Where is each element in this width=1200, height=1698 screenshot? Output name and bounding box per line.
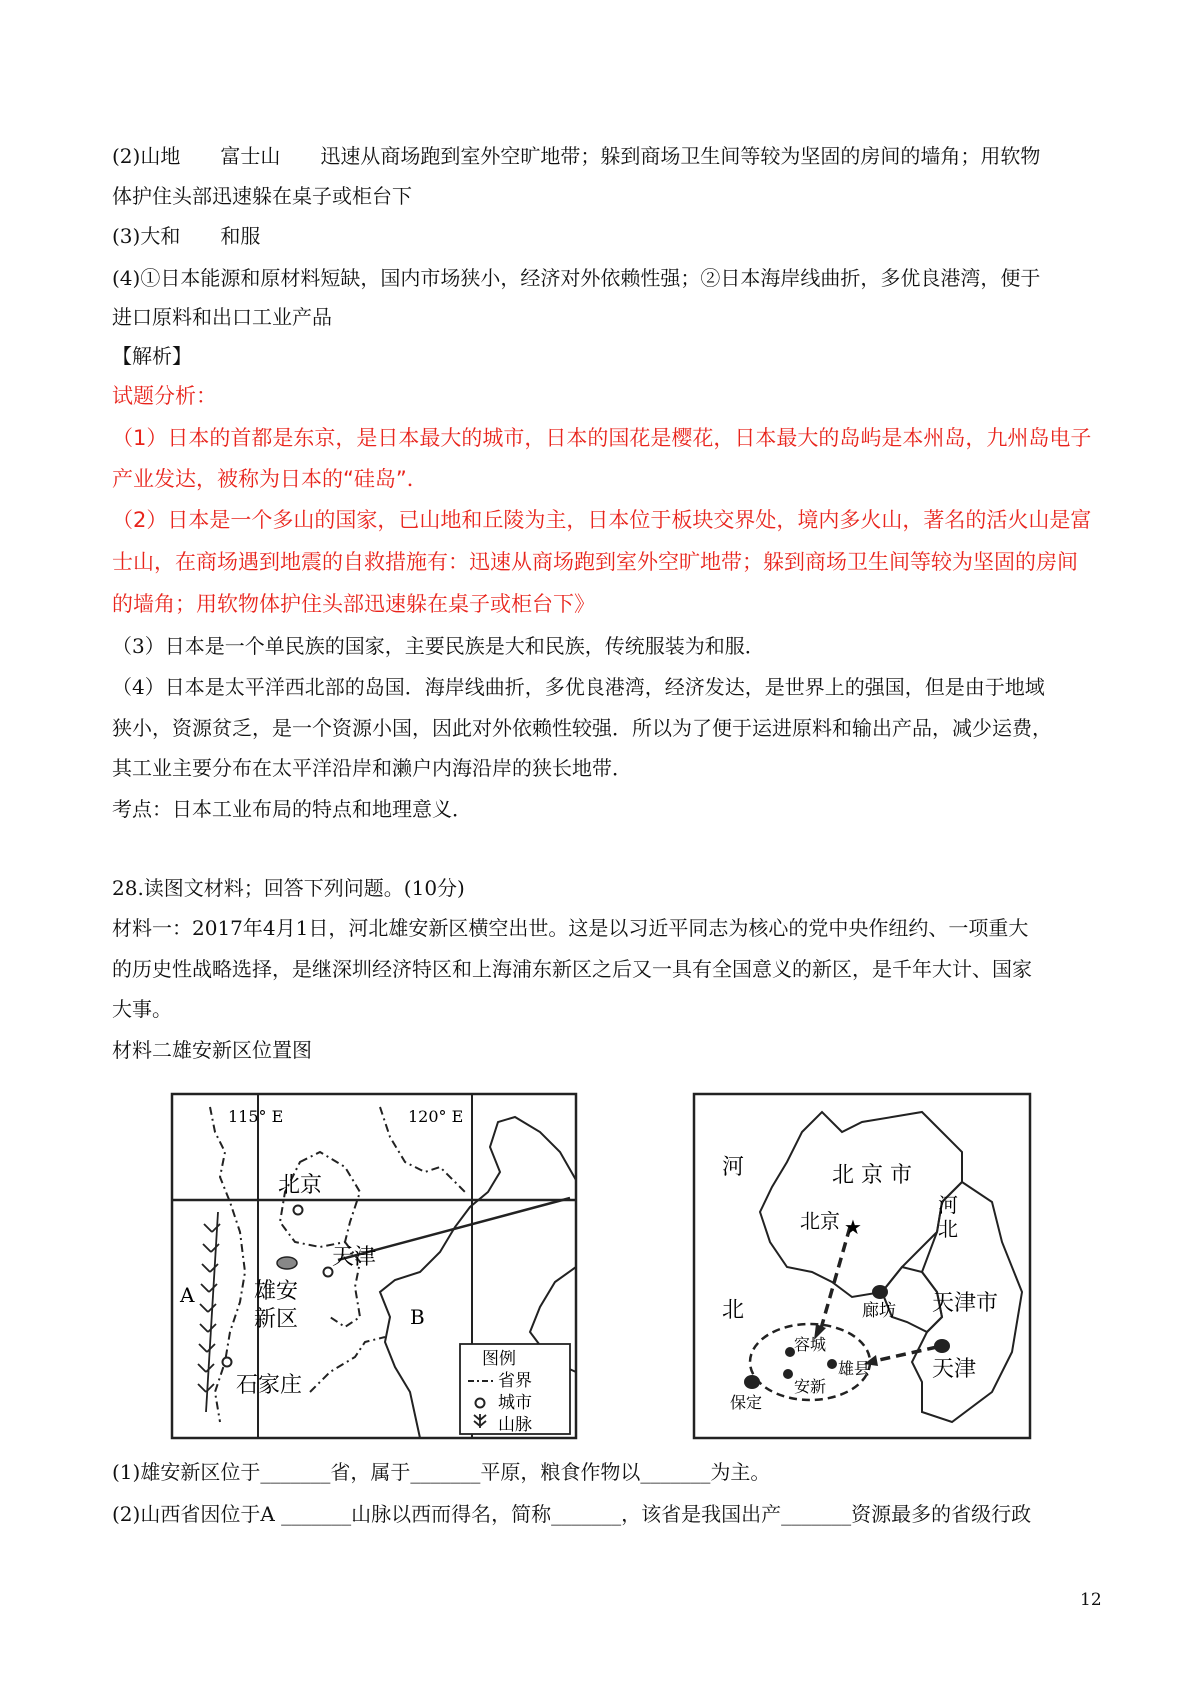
map-right xyxy=(692,1092,1032,1442)
analysis-p3: （3）日本是一个单民族的国家，主要民族是大和民族，传统服装为和服． xyxy=(112,634,765,658)
label-bei: 北 xyxy=(722,1298,745,1323)
legend-city-symbol xyxy=(476,1399,485,1408)
legend-title: 图例 xyxy=(482,1349,516,1369)
analysis-sub: 试题分析： xyxy=(112,384,217,408)
label-xiongan-1: 雄安 xyxy=(254,1279,299,1304)
answer-2-cont: 体护住头部迅速躲在桌子或柜台下 xyxy=(112,184,412,208)
label-xiongxian: 雄县 xyxy=(838,1359,871,1378)
label-lon115: 115° E xyxy=(228,1107,284,1126)
label-hebei-bei: 北 xyxy=(938,1217,958,1241)
label-shijiazhuang: 石家庄 xyxy=(236,1373,303,1398)
q28-question1: (1)雄安新区位于_______省，属于_______平原，粮食作物以_______为主。 xyxy=(112,1460,771,1484)
answer-3: (3)大和 和服 xyxy=(112,224,261,248)
label-lon120: 120° E xyxy=(408,1107,464,1126)
label-hebei-he: 河 xyxy=(938,1193,958,1217)
label-A: A xyxy=(180,1283,195,1307)
answer-2: (2)山地 富士山 迅速从商场跑到室外空旷地带；躲到商场卫生间等较为坚固的房间的墙角；用软物 xyxy=(112,144,1041,168)
analysis-header: 【解析】 xyxy=(112,344,192,368)
answer-4: (4)①日本能源和原材料短缺，国内市场狭小，经济对外依赖性强；②日本海岸线曲折，多优良港湾，便于 xyxy=(112,266,1041,290)
city-anxin-dot xyxy=(783,1369,793,1379)
label-rongcheng: 容城 xyxy=(794,1335,827,1354)
label-baoding: 保定 xyxy=(730,1393,763,1412)
analysis-p2b: 士山，在商场遇到地震的自救措施有：迅速从商场跑到室外空旷地带；躲到商场卫生间等较为坚固的房间 xyxy=(112,550,1078,574)
city-shijiazhuang-dot xyxy=(223,1358,232,1367)
label-beijing-shi: 北 京 市 xyxy=(832,1163,912,1188)
analysis-p1a: （1）日本的首都是东京，是日本最大的城市，日本的国花是樱花，日本最大的岛屿是本州岛，九州岛电子 xyxy=(112,426,1092,450)
map-right-frame xyxy=(694,1094,1030,1438)
label-tianjin: 天津 xyxy=(932,1357,977,1382)
label-langfang: 廊坊 xyxy=(862,1301,896,1321)
q28-material1-b: 的历史性战略选择，是继深圳经济特区和上海浦东新区之后又一具有全国意义的新区，是千年大计、国家 xyxy=(112,957,1032,981)
city-tianjin-dot xyxy=(934,1339,950,1353)
city-beijing-dot xyxy=(294,1206,303,1215)
label-tianjin: 天津 xyxy=(332,1245,377,1270)
analysis-p4a: （4）日本是太平洋西北部的岛国．海岸线曲折，多优良港湾，经济发达，是世界上的强国，但是由于地域 xyxy=(112,675,1045,699)
analysis-p1b: 产业发达，被称为日本的“硅岛”． xyxy=(112,467,428,491)
legend-city-label: 城市 xyxy=(498,1393,532,1413)
analysis-p2a: （2）日本是一个多山的国家，已山地和丘陵为主，日本位于板块交界处，境内多火山，著名的活火山是富 xyxy=(112,508,1092,532)
page-number: 12 xyxy=(1080,1590,1102,1610)
q28-material1-a: 材料一：2017年4月1日，河北雄安新区横空出世。这是以习近平同志为核心的党中央作纽约、一项重大 xyxy=(112,916,1029,940)
label-beijing: 北京 xyxy=(800,1209,840,1233)
analysis-kaodian: 考点：日本工业布局的特点和地理意义． xyxy=(112,797,472,821)
label-he: 河 xyxy=(722,1155,745,1180)
answer-4-cont: 进口原料和出口工业产品 xyxy=(112,305,332,329)
q28-question2: (2)山西省因位于A _______山脉以西而得名，简称_______，该省是我国出产_______资源最多的省级行政 xyxy=(112,1502,1032,1526)
q28-material1-c: 大事。 xyxy=(112,997,172,1021)
legend-border-label: 省界 xyxy=(498,1371,532,1391)
beijing-star-icon: ★ xyxy=(844,1215,862,1239)
legend-mountain-label: 山脉 xyxy=(498,1415,532,1435)
city-langfang-dot xyxy=(872,1285,888,1299)
q28-material2: 材料二雄安新区位置图 xyxy=(112,1038,312,1062)
label-beijing: 北京 xyxy=(278,1173,323,1198)
xiongan-area xyxy=(277,1257,297,1269)
label-B: B xyxy=(410,1305,425,1329)
label-tianjin-shi: 天津市 xyxy=(932,1291,999,1316)
analysis-p4b: 狭小，资源贫乏，是一个资源小国，因此对外依赖性较强．所以为了便于运进原料和输出产品，减少运费， xyxy=(112,716,1052,740)
city-baoding-dot xyxy=(744,1375,760,1389)
analysis-p2c: 的墙角；用软物体护住头部迅速躲在桌子或柜台下》 xyxy=(112,592,595,616)
label-xiongan-2: 新区 xyxy=(254,1307,299,1332)
city-xiongxian-dot xyxy=(827,1359,837,1369)
analysis-p4c: 其工业主要分布在太平洋沿岸和濑户内海沿岸的狭长地带． xyxy=(112,756,632,780)
q28-title: 28.读图文材料；回答下列问题。(10分) xyxy=(112,876,465,900)
map-left xyxy=(170,1092,580,1442)
label-anxin: 安新 xyxy=(794,1377,827,1396)
